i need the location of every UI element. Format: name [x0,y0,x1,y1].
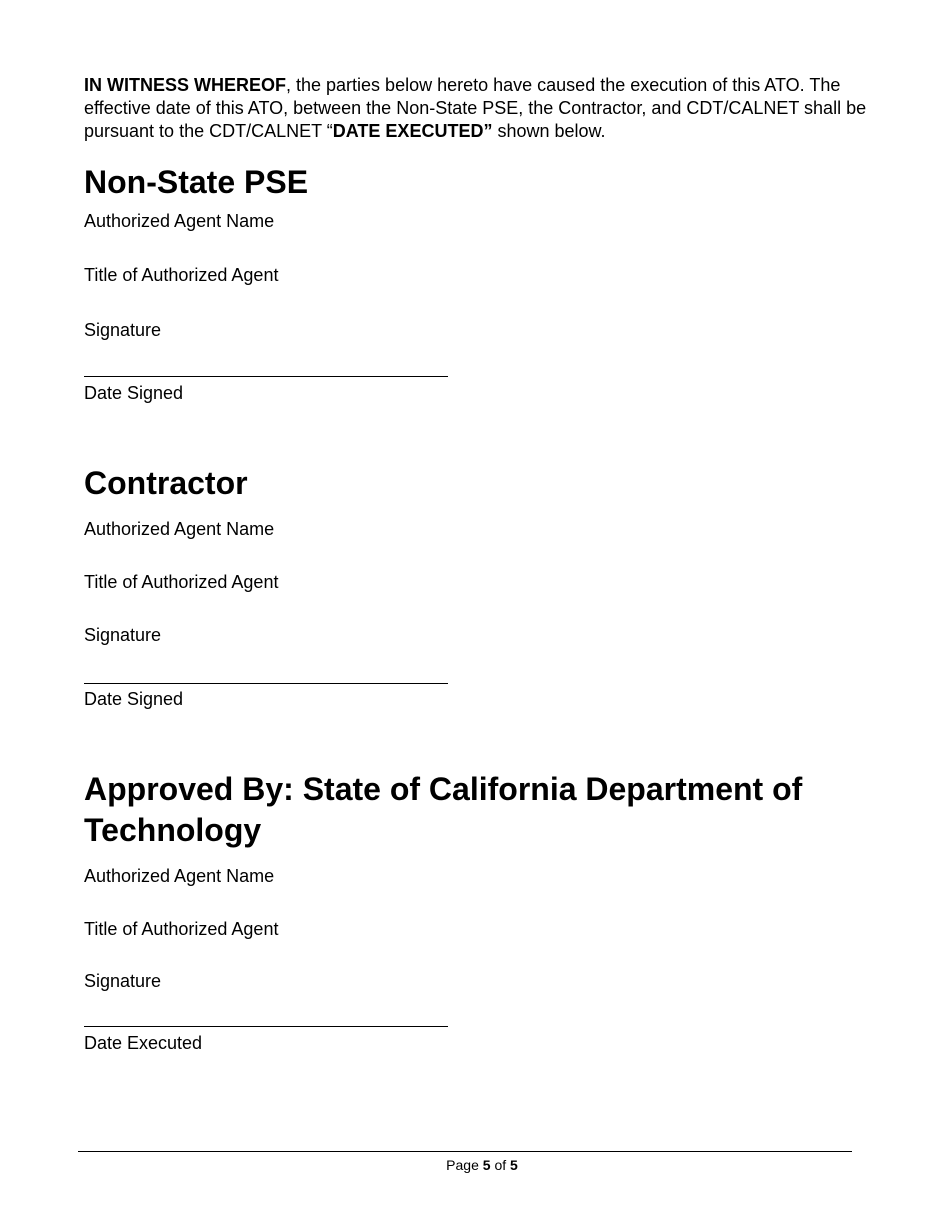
date-label: Date Signed [84,689,184,709]
agent-title-label: Title of Authorized Agent [84,572,279,592]
agent-name-label: Authorized Agent Name [84,211,275,231]
intro-bold-lead: IN WITNESS WHEREOF [84,75,286,95]
signature-label: Signature [84,971,162,991]
date-label: Date Executed [84,1033,203,1053]
agent-name-label: Authorized Agent Name [84,519,275,539]
agent-name-label: Authorized Agent Name [84,866,275,886]
page-current: 5 [482,1157,491,1173]
page-word: Page [446,1157,479,1173]
page-footer [0,1156,950,1174]
section-heading: Approved By: State of California Department of Technology [84,771,803,848]
intro-text-1: , the parties below hereto have caused the execution of this ATO. The effective date of this ATO, between the Non-State PSE, the Contractor, and CDT/CALNET shall be pursuant to the CDT/CALNET “ [84,75,867,141]
intro-paragraph [84,74,884,143]
date-signature-line[interactable] [84,1026,448,1027]
page-total: 5 [510,1157,518,1173]
section-heading: Non-State PSE [84,164,309,200]
agent-title-label: Title of Authorized Agent [84,265,279,285]
intro-text-2: shown below. [492,121,606,141]
signature-label: Signature [84,320,162,340]
date-signature-line[interactable] [84,376,448,377]
date-label: Date Signed [84,383,184,403]
intro-bold-term: DATE EXECUTED” [332,121,493,141]
agent-title-label: Title of Authorized Agent [84,919,279,939]
section-heading: Contractor [84,465,248,501]
of-word: of [494,1157,507,1173]
footer-rule [78,1151,852,1152]
signature-label: Signature [84,625,162,645]
date-signature-line[interactable] [84,683,448,684]
